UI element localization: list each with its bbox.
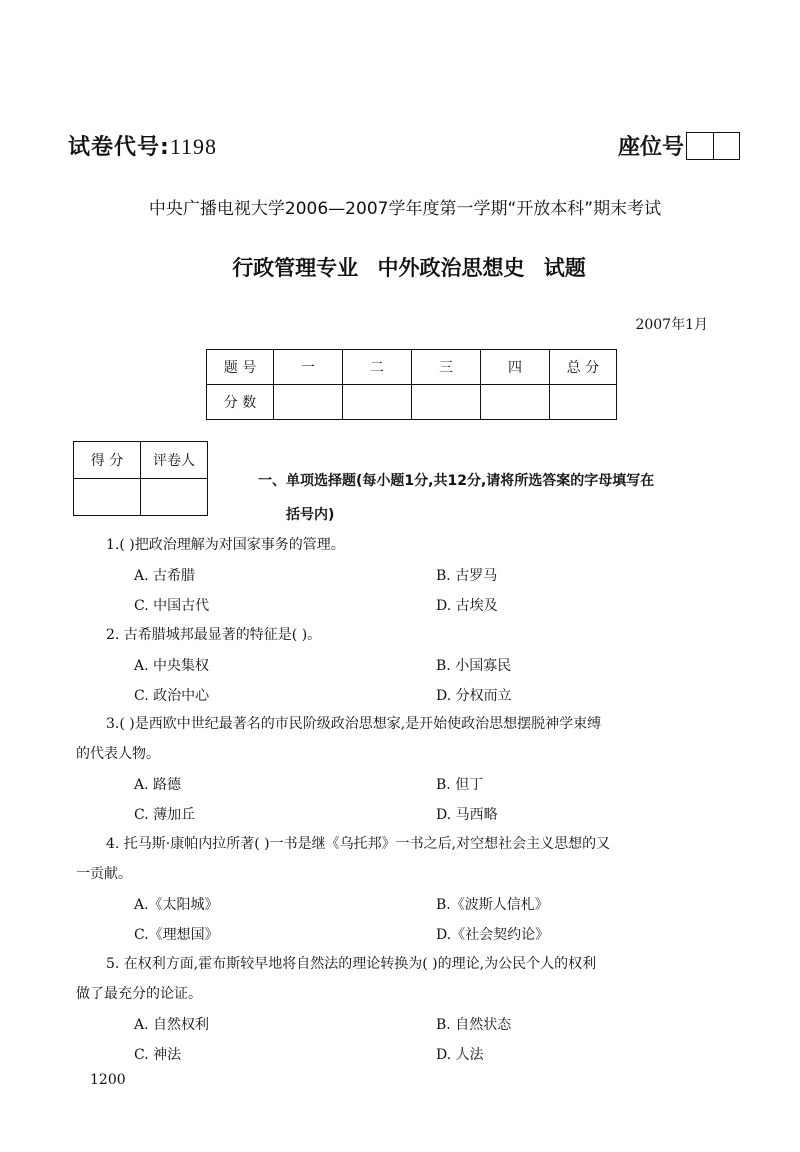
seat-number-label: 座位号: [618, 135, 685, 160]
score-table-cell: 四: [481, 350, 550, 385]
question-3-option-c[interactable]: C. 薄加丘: [134, 807, 196, 823]
question-1-option-a[interactable]: A. 古希腊: [134, 568, 196, 584]
paper-code-label: 试卷代号:: [68, 135, 170, 160]
question-3-option-a[interactable]: A. 路德: [134, 777, 182, 793]
question-2: 2. 古希腊城邦最显著的特征是( )。: [106, 627, 322, 643]
score-input-cell[interactable]: [343, 385, 412, 420]
question-3-option-d[interactable]: D. 马西略: [436, 807, 498, 823]
score-table-cell: 三: [412, 350, 481, 385]
question-2-option-c[interactable]: C. 政治中心: [134, 688, 210, 704]
score-input-cell[interactable]: [550, 385, 617, 420]
score-input-cell[interactable]: [274, 385, 343, 420]
seat-number: [618, 130, 740, 161]
score-table: [206, 349, 617, 420]
score-input-cell[interactable]: [481, 385, 550, 420]
question-1: 1.( )把政治理解为对国家事务的管理。: [106, 537, 345, 553]
score-table-header-row: [207, 350, 617, 385]
question-2-option-b[interactable]: B. 小国寡民: [436, 658, 512, 674]
score-table-cell: 二: [343, 350, 412, 385]
question-5-option-c[interactable]: C. 神法: [134, 1047, 182, 1063]
question-1-option-d[interactable]: D. 古埃及: [436, 598, 498, 614]
exam-date: 2007年1月: [635, 317, 708, 333]
score-table-cell: 一: [274, 350, 343, 385]
score-table-cell: 总 分: [550, 350, 617, 385]
question-4-option-c[interactable]: C.《理想国》: [134, 927, 219, 943]
score-input-cell[interactable]: [412, 385, 481, 420]
question-2-option-d[interactable]: D. 分权而立: [436, 688, 512, 704]
score-table-score-row: [207, 385, 617, 420]
question-4-continued: 一贡献。: [76, 866, 132, 882]
exam-title: 行政管理专业 中外政治思想史 试题: [232, 256, 586, 280]
question-3-option-b[interactable]: B. 但丁: [436, 777, 484, 793]
question-4: 4. 托马斯·康帕内拉所著( )一书是继《乌托邦》一书之后,对空想社会主义思想的又: [106, 836, 611, 852]
grader-score-label: 得 分: [74, 442, 141, 479]
grader-table: [73, 441, 208, 516]
section-title-line1: 一、单项选择题(每小题1分,共12分,请将所选答案的字母填写在: [258, 473, 655, 489]
page-number: 1200: [90, 1072, 126, 1088]
paper-code: [68, 130, 217, 161]
seat-number-boxes[interactable]: [686, 132, 740, 160]
question-1-option-b[interactable]: B. 古罗马: [436, 568, 498, 584]
score-table-cell: 题 号: [207, 350, 274, 385]
question-5-option-b[interactable]: B. 自然状态: [436, 1017, 512, 1033]
question-5: 5. 在权利方面,霍布斯较早地将自然法的理论转换为( )的理论,为公民个人的权利: [106, 956, 597, 972]
paper-code-number: 1198: [169, 134, 217, 159]
question-4-option-a[interactable]: A.《太阳城》: [134, 897, 219, 913]
question-5-option-d[interactable]: D. 人法: [436, 1047, 484, 1063]
grader-score-input[interactable]: [74, 479, 141, 516]
section-title-line2: 括号内): [286, 507, 335, 523]
question-4-option-d[interactable]: D.《社会契约论》: [436, 927, 550, 943]
question-5-option-a[interactable]: A. 自然权利: [134, 1017, 210, 1033]
question-4-option-b[interactable]: B.《波斯人信札》: [436, 897, 549, 913]
question-3-continued: 的代表人物。: [76, 746, 160, 762]
grader-label: 评卷人: [141, 442, 208, 479]
score-table-cell: 分 数: [207, 385, 274, 420]
question-2-option-a[interactable]: A. 中央集权: [134, 658, 210, 674]
grader-name-input[interactable]: [141, 479, 208, 516]
university-line: 中央广播电视大学2006—2007学年度第一学期“开放本科”期末考试: [148, 199, 662, 219]
question-5-continued: 做了最充分的论证。: [76, 986, 202, 1002]
section-title: [258, 464, 758, 532]
question-3: 3.( )是西欧中世纪最著名的市民阶级政治思想家,是开始使政治思想摆脱神学束缚: [106, 716, 602, 732]
question-1-option-c[interactable]: C. 中国古代: [134, 598, 210, 614]
